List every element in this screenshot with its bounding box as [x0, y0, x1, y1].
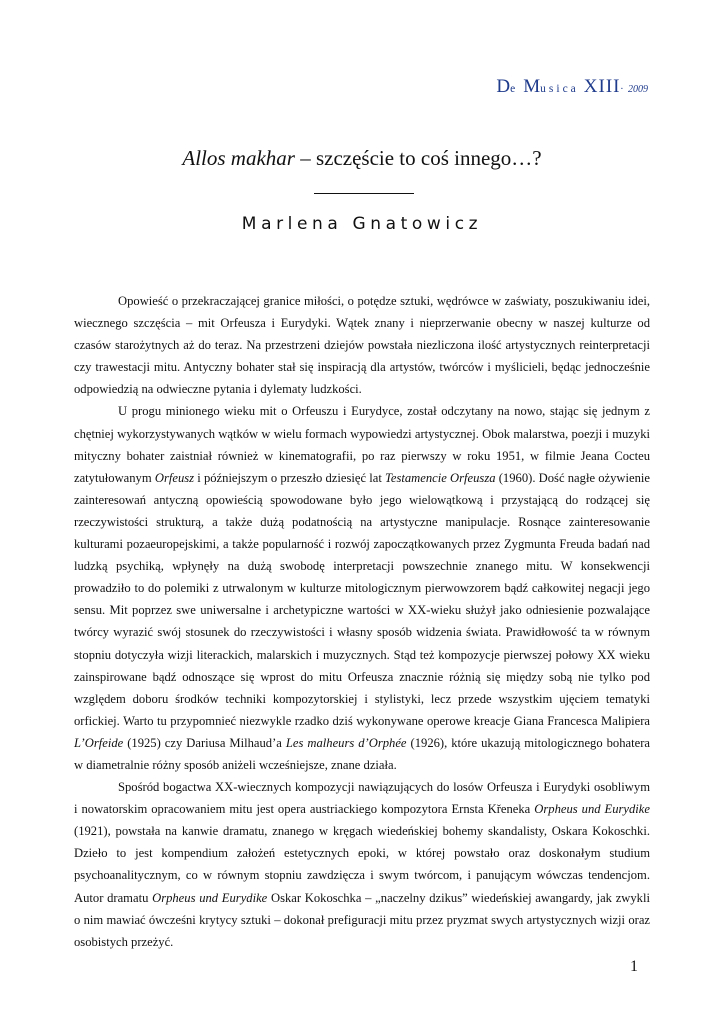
- paragraph-text: (1926), które ukazują mitologicznego bohatera w diametralnie różny sposób aniżeli wcześniejsze, znane działa.: [74, 735, 650, 772]
- work-title: Orpheus und Eurydike: [534, 802, 650, 817]
- paragraph-2: [74, 400, 650, 776]
- page-number: 1: [630, 958, 638, 975]
- paragraph-text: i późniejszym o przeszło dziesięć lat: [194, 470, 386, 485]
- article-title-rest: – szczęście to coś innego…?: [294, 146, 542, 170]
- article-title: [0, 146, 724, 171]
- paragraph-1: [74, 290, 650, 400]
- running-head-m: M: [523, 76, 541, 97]
- paragraph-text: U progu minionego wieku mit o Orfeuszu i Eurydyce, został odczytany na nowo, stając się jednym z chętniej wykorzystywanych wątków w wielu formach wypowiedzi artystycznej. Obok malarstwa, poezji i muzyki mityczny bohater zaistniał również w kinematografii, po raz pierwszy w roku 1951, w filmie Jeana Cocteu zatytułowanym: [74, 404, 650, 485]
- article-body: [74, 290, 650, 953]
- paragraph-text: (1921), powstała na kanwie dramatu, znanego w kręgach wiedeńskiej bohemy skandalisty, Oskara Kokoschki. Dzieło to jest kompendium założeń estetycznych epoki, w której powstało oraz doskonałym studium psychoanalitycznym, co w równym stopniu zawdzięcza i swym twórcom, i panującym wówczas tendencjom. Autor dramatu: [74, 824, 650, 905]
- work-title: Orfeusz: [154, 470, 195, 485]
- paragraph-text: (1925) czy Dariusa Milhaud’a: [123, 735, 286, 750]
- author-name: Marlena Gnatowicz: [241, 214, 483, 234]
- paragraph-3: [74, 776, 650, 953]
- running-head-d-rest: e: [510, 83, 519, 95]
- running-head-d: D: [496, 76, 511, 97]
- work-title: Les malheurs d’Orphée: [285, 735, 407, 750]
- paragraph-text: Spośród bogactwa XX-wiecznych kompozycji nawiązujących do losów Orfeusza i Eurydyki osobliwym i nowatorskim opracowaniem mitu jest opera austriackiego kompozytora Ernsta Křeneka: [74, 780, 650, 817]
- article-title-italic: Allos makhar: [182, 146, 295, 170]
- paragraph-text: (1960). Dość nagłe ożywienie zainteresowań antyczną opowieścią spowodowane było jego wielowątkową i przystającą do rodzącej się rzeczywistości strukturą, a także dużą podatnością na artystyczne manipulacje. Rosnące zainteresowanie kulturami pozaeuropejskimi, a także popularność i rozwój zapoczątkowanych przez Zygmunta Freuda badań nad ludzką psychiką, wpłynęły na dużą swobodę interpretacji powszechnie znanego mitu. W konsekwencji prowadziło to do polemiki z utrwalonym w kulturze mitologicznym pierwowzorem bądź całkowitej negacji jego sensu. Mit poprzez swe uniwersalne i archetypiczne wartości w XX-wieku służył jako odniesienie pozwalające twórcy wyrazić swój stosunek do rzeczywistości i własny sposób widzenia świata. Prawidłowość ta w równym stopniu dotyczyła wizji literackich, malarskich i muzycznych. Stąd też kompozycje pierwszej połowy XX wieku zainspirowane bądź odnoszące się wprost do mitu Orfeusza znacznie różnią się między sobą nie tylko pod względem doboru środków techniki kompozytorskiej i stylistyki, lecz przede wszystkim ujęciem tematyki orfickiej. Warto tu przypomnieć niezwykle rzadko dziś wykonywane operowe kreacje Giana Francesca Malipiera: [74, 470, 650, 728]
- running-head-m-rest: usica: [540, 83, 579, 95]
- work-title: Orpheus und Eurydike: [152, 890, 268, 905]
- work-title: Testamencie Orfeusza: [385, 470, 496, 485]
- running-head-volume: XIII: [583, 76, 621, 97]
- paragraph-text: Opowieść o przekraczającej granice miłości, o potędze sztuki, wędrówce w zaświaty, poszukiwaniu idei, wiecznego szczęścia – mit Orfeusza i Eurydyki. Wątek znany i nieprzerwanie obecny w naszej kulturze od czasów starożytnych aż do teraz. Na przestrzeni dziejów powstała niezliczona ilość artystycznych reinterpretacji czy trawestacji mitu. Antyczny bohater stał się inspiracją dla artystów, twórców i myślicieli, będąc jednocześnie odpowiedzią na odwieczne pytania i dylematy ludzkości.: [74, 294, 650, 397]
- running-head: [496, 76, 648, 98]
- running-head-separator: ·: [620, 84, 623, 95]
- running-head-year: 2009: [628, 84, 648, 95]
- work-title: L’Orfeide: [74, 735, 124, 750]
- paragraph-text: Oskar Kokoschka – „naczelny dzikus” wiedeńskiej awangardy, jak zwykli o nim mawiać ówcześni krytycy sztuki – dokonał prefiguracji mitu przez pryzmat swych artystycznych wizji oraz osobistych przeżyć.: [74, 890, 650, 949]
- title-rule: [314, 193, 414, 194]
